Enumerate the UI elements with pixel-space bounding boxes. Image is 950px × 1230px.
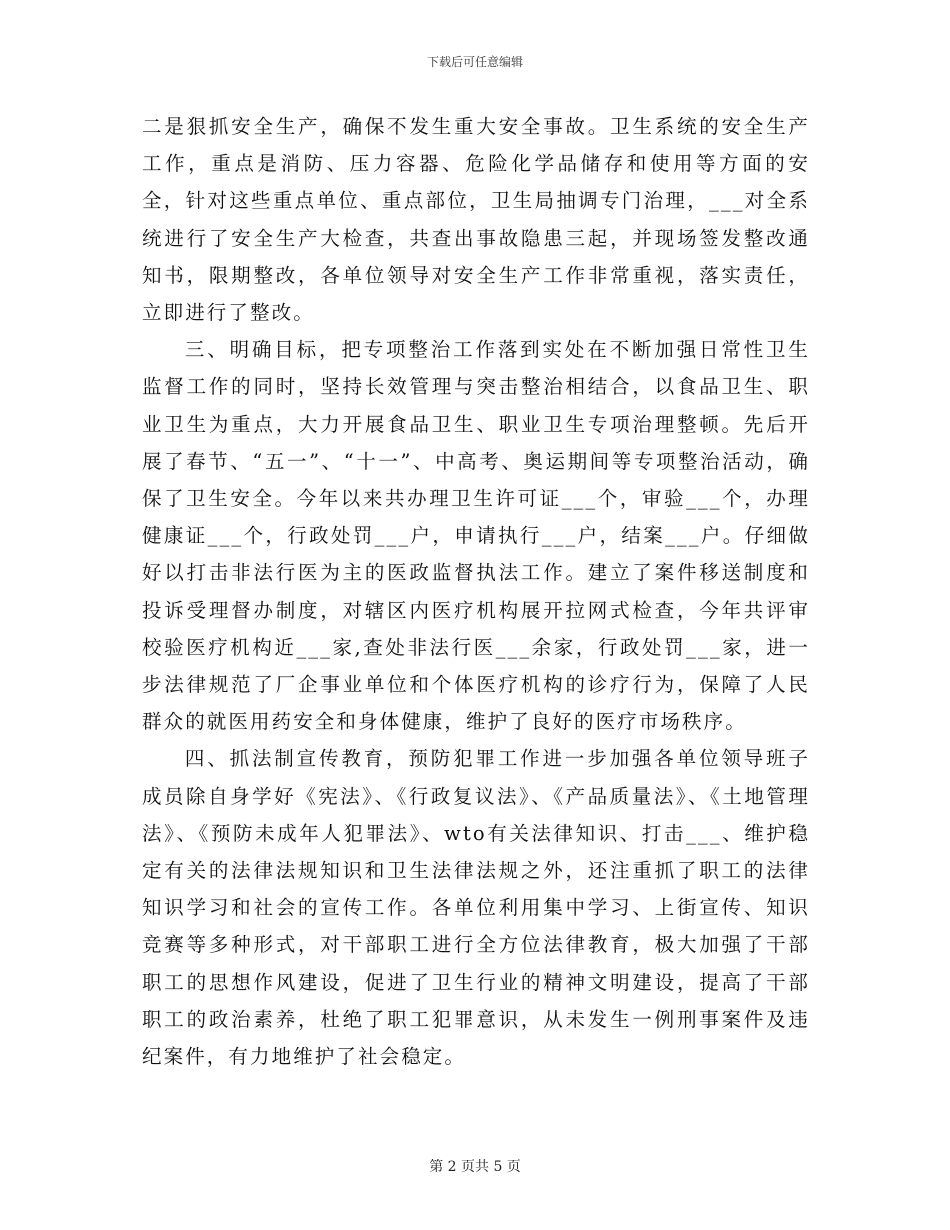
document-body bbox=[142, 108, 810, 1075]
page-footer: 第 2 页共 5 页 bbox=[429, 1159, 521, 1175]
paragraph-legal-education: 四、抓法制宣传教育，预防犯罪工作进一步加强各单位领导班子成员除自身学好《宪法》、《行政复议法》、《产品质量法》、《土地管理法》、《预防未成年人犯罪法》、wto有关法律知识、打击___、维护稳定有关的法律法规知识和卫生法律法规之外，还注重抓了职工的法律知识学习和社会的宣传工作。各单位利用集中学习、上街宣传、知识竞赛等多种形式，对干部职工进行全方位法律教育，极大加强了干部职工的思想作风建设，促进了卫生行业的精神文明建设，提高了干部职工的政治素养，杜绝了职工犯罪意识，从未发生一例刑事案件及违纪案件，有力地维护了社会稳定。 bbox=[142, 747, 810, 1069]
paragraph-safety-production: 二是狠抓安全生产，确保不发生重大安全事故。卫生系统的安全生产工作，重点是消防、压力容器、危险化学品储存和使用等方面的安全，针对这些重点单位、重点部位，卫生局抽调专门治理，___对全系统进行了安全生产大检查，共查出事故隐患三起，并现场签发整改通知书，限期整改，各单位领导对安全生产工作非常重视，落实责任，立即进行了整改。 bbox=[142, 115, 810, 325]
paragraph-special-rectification: 三、明确目标，把专项整治工作落到实处在不断加强日常性卫生监督工作的同时，坚持长效管理与突击整治相结合，以食品卫生、职业卫生为重点，大力开展食品卫生、职业卫生专项治理整顿。先后开展了春节、“五一”、“十一”、中高考、奥运期间等专项整治活动，确保了卫生安全。今年以来共办理卫生许可证___个，审验___个，办理健康证___个，行政处罚___户，申请执行___户，结案___户。仔细做好以打击非法行医为主的医政监督执法工作。建立了案件移送制度和投诉受理督办制度，对辖区内医疗机构展开拉网式检查，今年共评审校验医疗机构近___家,查处非法行医___余家，行政处罚___家，进一步法律规范了厂企事业单位和个体医疗机构的诊疗行为，保障了人民群众的就医用药安全和身体健康，维护了良好的医疗市场秩序。 bbox=[142, 338, 810, 734]
page-header: 下载后可任意编辑 bbox=[426, 55, 523, 69]
